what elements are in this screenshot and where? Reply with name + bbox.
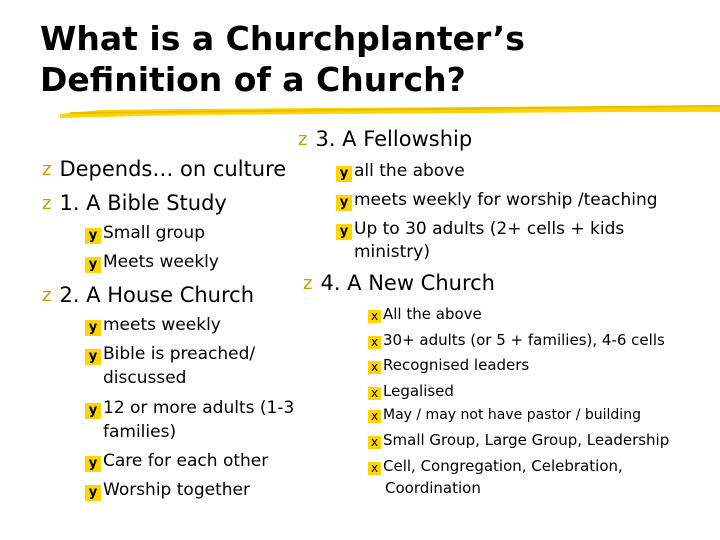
list-item: x Cell, Congregation, Celebration, <box>368 456 623 476</box>
list-item: y Worship together <box>85 479 250 501</box>
bullet-new-church <box>303 271 495 296</box>
bible-study-text: 1. A Bible Study <box>59 191 227 215</box>
y-bullet-icon: y <box>336 166 352 182</box>
bullet-house-church <box>42 283 254 308</box>
x-bullet-icon: x <box>368 462 381 475</box>
list-item: y Up to 30 adults (2+ cells + kids <box>336 218 624 240</box>
list-item-continuation: families) <box>103 422 177 442</box>
list-item: y Meets weekly <box>85 251 219 273</box>
y-bullet-icon: y <box>336 195 352 211</box>
title-underline <box>60 100 720 124</box>
z-bullet-icon: z <box>303 273 313 294</box>
y-bullet-icon: y <box>85 349 101 365</box>
y-bullet-icon: y <box>85 228 101 244</box>
x-bullet-icon: x <box>368 436 381 449</box>
list-item: y meets weekly for worship /teaching <box>336 189 658 211</box>
y-bullet-icon: y <box>85 485 101 501</box>
slide-title <box>40 18 525 100</box>
bullet-bible-study <box>42 191 227 216</box>
list-item: y all the above <box>336 160 465 182</box>
y-bullet-icon: y <box>85 456 101 472</box>
list-item: y meets weekly <box>85 314 221 336</box>
list-item: x Small Group, Large Group, Leadership <box>368 430 669 450</box>
y-bullet-icon: y <box>336 224 352 240</box>
z-bullet-icon: z <box>298 129 308 150</box>
list-item: x Recognised leaders <box>368 355 529 375</box>
bullet-fellowship <box>298 127 472 152</box>
z-bullet-icon: z <box>42 193 52 214</box>
z-bullet-icon: z <box>42 285 52 306</box>
list-item: y Bible is preached/ <box>85 343 255 365</box>
list-item: x 30+ adults (or 5 + families), 4-6 cells <box>368 330 665 350</box>
list-item-continuation: ministry) <box>354 242 430 262</box>
x-bullet-icon: x <box>368 310 381 323</box>
list-item: y Care for each other <box>85 450 268 472</box>
list-item: x Legalised <box>368 381 454 401</box>
list-item: y Small group <box>85 222 205 244</box>
x-bullet-icon: x <box>368 410 381 423</box>
fellowship-text: 3. A Fellowship <box>315 127 473 151</box>
list-item-continuation: Coordination <box>385 479 481 497</box>
list-item: x May / may not have pastor / building <box>368 405 641 425</box>
list-item-continuation: discussed <box>103 368 187 388</box>
x-bullet-icon: x <box>368 387 381 400</box>
y-bullet-icon: y <box>85 403 101 419</box>
z-bullet-icon: z <box>42 159 52 180</box>
x-bullet-icon: x <box>368 336 381 349</box>
new-church-text: 4. A New Church <box>320 271 495 295</box>
title-line-2: Definition of a Church? <box>40 60 466 99</box>
x-bullet-icon: x <box>368 361 381 374</box>
y-bullet-icon: y <box>85 320 101 336</box>
list-item: x All the above <box>368 304 482 324</box>
bullet-depends <box>42 157 286 182</box>
title-line-1: What is a Churchplanter’s <box>40 19 525 58</box>
list-item: y 12 or more adults (1-3 <box>85 397 294 419</box>
depends-text: Depends… on culture <box>59 157 287 181</box>
y-bullet-icon: y <box>85 257 101 273</box>
house-church-text: 2. A House Church <box>59 283 255 307</box>
